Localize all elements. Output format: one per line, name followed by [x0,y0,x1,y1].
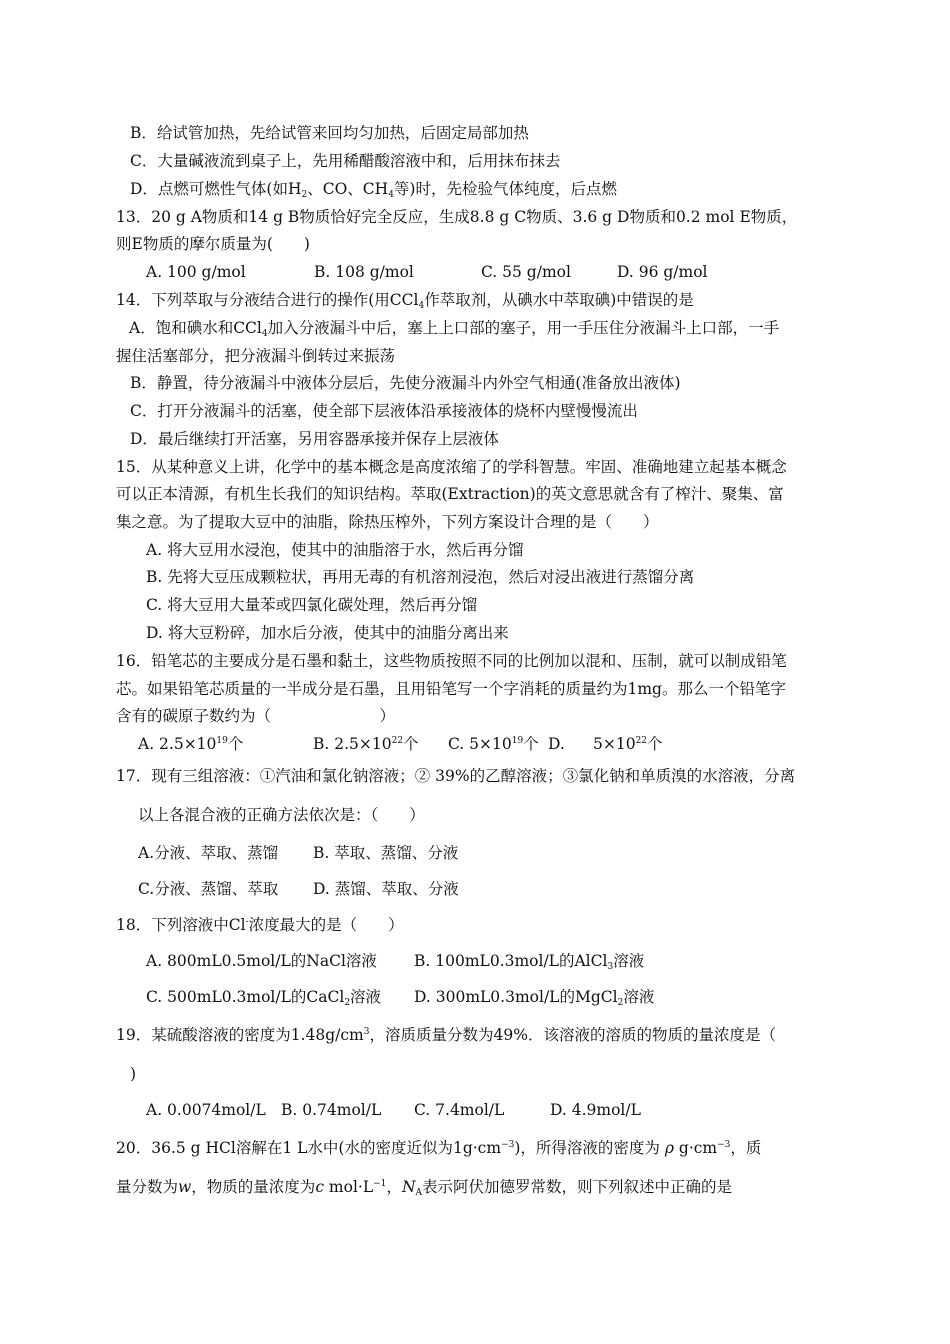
q19-option-a: A. 0.0074mol/L [146,1101,266,1119]
q14-stem: 14．下列萃取与分液结合进行的操作(用CCl$_4$作萃取剂，从碘水中萃取碘)中错误的是 [116,291,694,311]
q13-stem: 13．20 g A物质和14 g B物质恰好完全反应，生成8.8 g C物质、3.6 g D物质和0.2 mol E物质， [116,208,798,226]
q13-option-d: D. 96 g/mol [617,263,708,281]
q17-option-b: B. 萃取、蒸馏、分液 [313,844,459,862]
q17-stem-cont: 以上各混合液的正确方法依次是：（ ） [138,806,425,824]
q15-stem-cont-2: 集之意。为了提取大豆中的油脂，除热压榨外，下列方案设计合理的是（ ） [116,513,659,531]
q18-option-d: D. 300mL0.3mol/L的MgCl$_2$溶液 [414,988,655,1008]
q14-option-a-cont: 握住活塞部分，把分液漏斗倒转过来振荡 [116,347,396,365]
q19-option-d: D. 4.9mol/L [550,1101,641,1119]
q16-option-b: B. $2.5\times 10^{22}$个 [313,735,419,753]
q14-option-c: C．打开分液漏斗的活塞，使全部下层液体沿承接液体的烧杯内壁慢慢流出 [130,402,638,420]
q17-option-c: C.分液、蒸馏、萃取 [138,880,279,898]
q19-option-b: B. 0.74mol/L [281,1101,382,1119]
q18-option-c: C. 500mL0.3mol/L的CaCl$_2$溶液 [146,988,382,1008]
q15-option-a: A. 将大豆用水浸泡，使其中的油脂溶于水，然后再分馏 [146,541,524,559]
q14-option-a: A．饱和碘水和CCl$_4$加入分液漏斗中后，塞上上口部的塞子，用一手压住分液漏斗上口部，一手 [129,319,780,339]
q19-stem-cont: ) [130,1065,137,1083]
q12-option-b: B．给试管加热，先给试管来回均匀加热，后固定局部加热 [130,124,529,142]
q17-option-a: A.分液、萃取、蒸馏 [138,844,279,862]
q16-option-a: A. $2.5\times 10^{19}$个 [138,735,244,753]
q15-option-b: B. 先将大豆压成颗粒状，再用无毒的有机溶剂浸泡，然后对浸出液进行蒸馏分离 [146,568,695,586]
q13-option-b: B. 108 g/mol [314,263,414,281]
q17-stem: 17．现有三组溶液：①汽油和氯化钠溶液；② 39%的乙醇溶液；③氯化钠和单质溴的水溶液，分离 [116,767,796,785]
q12-option-d: D．点燃可燃性气体(如$H_2$、CO、$CH_4$等)时，先检验气体纯度，后点燃 [130,180,617,200]
q16-stem-cont-1: 芯。如果铅笔芯质量的一半成分是石墨，且用铅笔写一个字消耗的质量约为1mg。那么一个铅笔字 [116,680,786,698]
q18-stem: 18．下列溶液中Cl-浓度最大的是（ ） [116,916,404,934]
q15-stem-cont-1: 可以正本清源，有机生长我们的知识结构。萃取(Extraction)的英文意思就含有了榨汁、聚集、富 [116,485,784,503]
q14-option-d: D．最后继续打开活塞，另用容器承接并保存上层液体 [130,430,499,448]
q15-option-c: C. 将大豆用大量苯或四氯化碳处理，然后再分馏 [146,596,478,614]
q16-option-d-label: D. [548,735,565,753]
q16-option-d: $5\times 10^{22}$个 [593,735,663,753]
q16-stem: 16．铅笔芯的主要成分是石墨和黏土，这些物质按照不同的比例加以混和、压制，就可以制成铅笔 [116,652,787,670]
q14-option-b: B．静置，待分液漏斗中液体分层后，先使分液漏斗内外空气相通(准备放出液体) [130,374,681,392]
q16-option-c: C. $5\times 10^{19}$个 [448,735,539,753]
q15-stem: 15．从某种意义上讲，化学中的基本概念是高度浓缩了的学科智慧。牢固、准确地建立起基本概念 [116,458,787,476]
q17-option-d: D. 蒸馏、萃取、分液 [313,880,459,898]
q13-option-a: A. 100 g/mol [146,263,246,281]
q20-stem-cont: 量分数为w，物质的量浓度为c $mol\cdot L^{-1}$，$N_A$表示阿伏加德罗常数，则下列叙述中正确的是 [116,1178,733,1198]
q13-stem-cont: 则E物质的摩尔质量为( ) [116,235,310,253]
q20-stem: 20．36.5 g HCl溶解在1 L水中(水的密度近似为$1g\cdot cm^{-3}$)，所得溶液的密度为 ρ $g\cdot cm^{-3}$，质 [116,1139,762,1157]
q19-stem: 19．某硫酸溶液的密度为$1.48g/cm^3$，溶质质量分数为49%．该溶液的溶质的物质的量浓度是（ [116,1026,776,1044]
q13-option-c: C. 55 g/mol [481,263,571,281]
q18-option-a: A. 800mL0.5mol/L的NaCl溶液 [146,952,377,970]
q15-option-d: D. 将大豆粉碎，加水后分液，使其中的油脂分离出来 [146,624,509,642]
q12-option-c: C．大量碱液流到桌子上，先用稀醋酸溶液中和，后用抹布抹去 [130,152,561,170]
q16-stem-cont-2: 含有的碳原子数约为（ ） [116,707,396,725]
q18-option-b: B. 100mL0.3mol/L的AlCl$_3$溶液 [414,952,645,972]
q19-option-c: C. 7.4mol/L [414,1101,505,1119]
